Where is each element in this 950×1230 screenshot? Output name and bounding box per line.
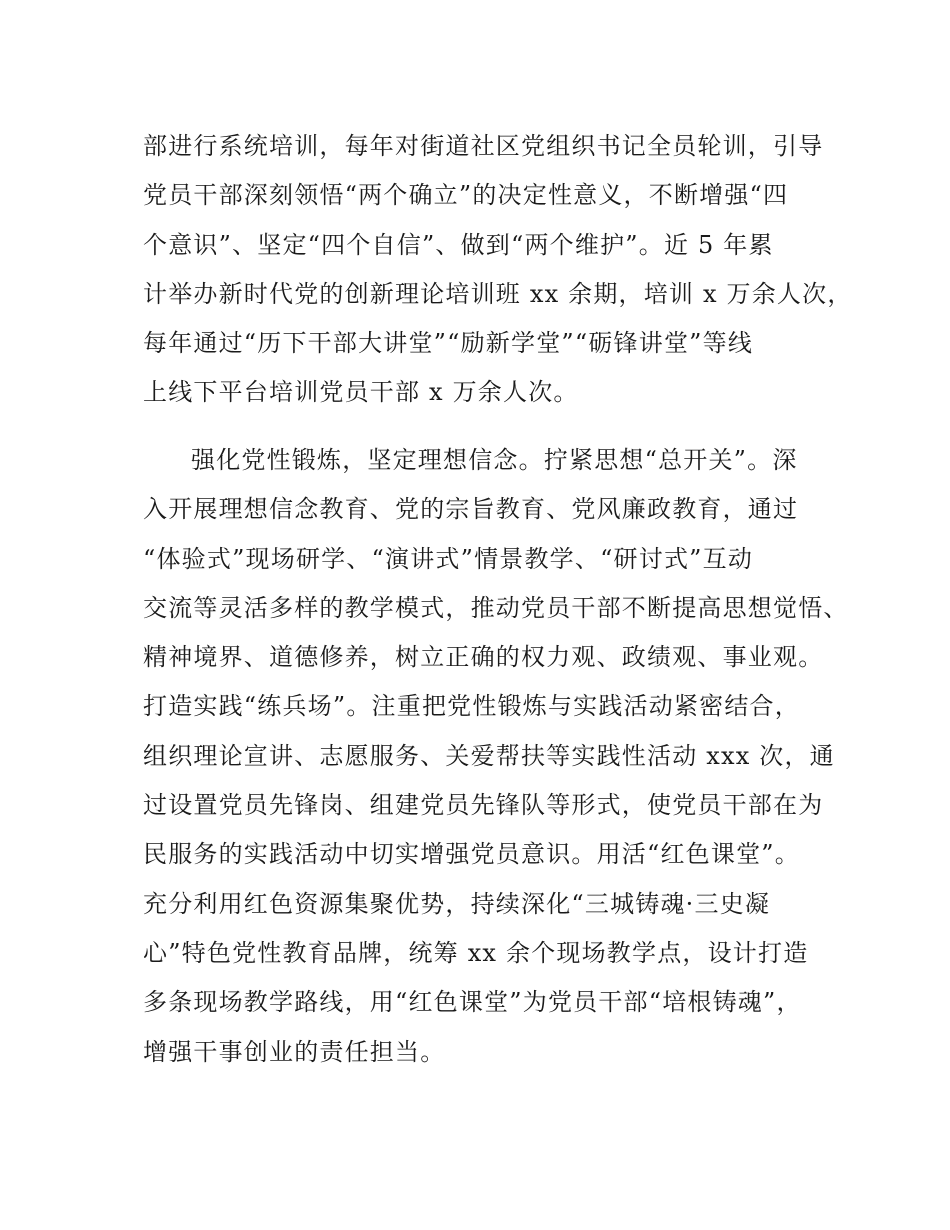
paragraph-2-line-1: 强化党性锻炼，坚定理想信念。拧紧思想“总开关”。深 [191, 446, 798, 474]
paragraph-2-line-9: 民服务的实践活动中切实增强党员意识。用活“红色课堂”。 [143, 840, 800, 869]
paragraph-2-line-8: 过设置党员先锋岗、组建党员先锋队等形式，使党员干部在为 [143, 791, 824, 820]
paragraph-1-line-4: 计举办新时代党的创新理论培训班 xx 余期，培训 x 万余人次， [143, 279, 853, 308]
paragraph-2-line-12: 多条现场教学路线，用“红色课堂”为党员干部“培根铸魂”， [143, 988, 802, 1017]
paragraph-1-line-5: 每年通过“历下干部大讲堂”“励新学堂”“砺锋讲堂”等线 [143, 329, 754, 358]
paragraph-2-line-3: “体验式”现场研学、“演讲式”情景教学、“研讨式”互动 [143, 544, 754, 573]
paragraph-2-line-11: 心”特色党性教育品牌，统筹 xx 余个现场教学点，设计打造 [143, 938, 809, 967]
paragraph-1-line-2: 党员干部深刻领悟“两个确立”的决定性意义，不断增强“四 [143, 181, 789, 210]
paragraph-2 [143, 436, 849, 1077]
paragraph-2-line-13: 增强干事创业的责任担当。 [143, 1037, 446, 1066]
paragraph-2-line-4: 交流等灵活多样的教学模式，推动党员干部不断提高思想觉悟、 [143, 593, 849, 622]
paragraph-2-line-5: 精神境界、道德修养，树立正确的权力观、政绩观、事业观。 [143, 643, 824, 672]
paragraph-2-line-2: 入开展理想信念教育、党的宗旨教育、党风廉政教育，通过 [143, 495, 799, 524]
paragraph-1-line-1: 部进行系统培训，每年对街道社区党组织书记全员轮训，引导 [143, 132, 824, 160]
paragraph-1-line-3: 个意识”、坚定“四个自信”、做到“两个维护”。近 5 年累 [143, 230, 774, 259]
paragraph-1 [143, 122, 853, 418]
paragraph-2-line-10: 充分利用红色资源集聚优势，持续深化“三城铸魂·三史凝 [143, 889, 771, 918]
paragraph-2-line-7: 组织理论宣讲、志愿服务、关爱帮扶等实践性活动 xxx 次，通 [143, 741, 835, 770]
paragraph-1-line-6: 上线下平台培训党员干部 x 万余人次。 [143, 378, 579, 407]
paragraph-2-line-6: 打造实践“练兵场”。注重把党性锻炼与实践活动紧密结合， [143, 692, 800, 721]
